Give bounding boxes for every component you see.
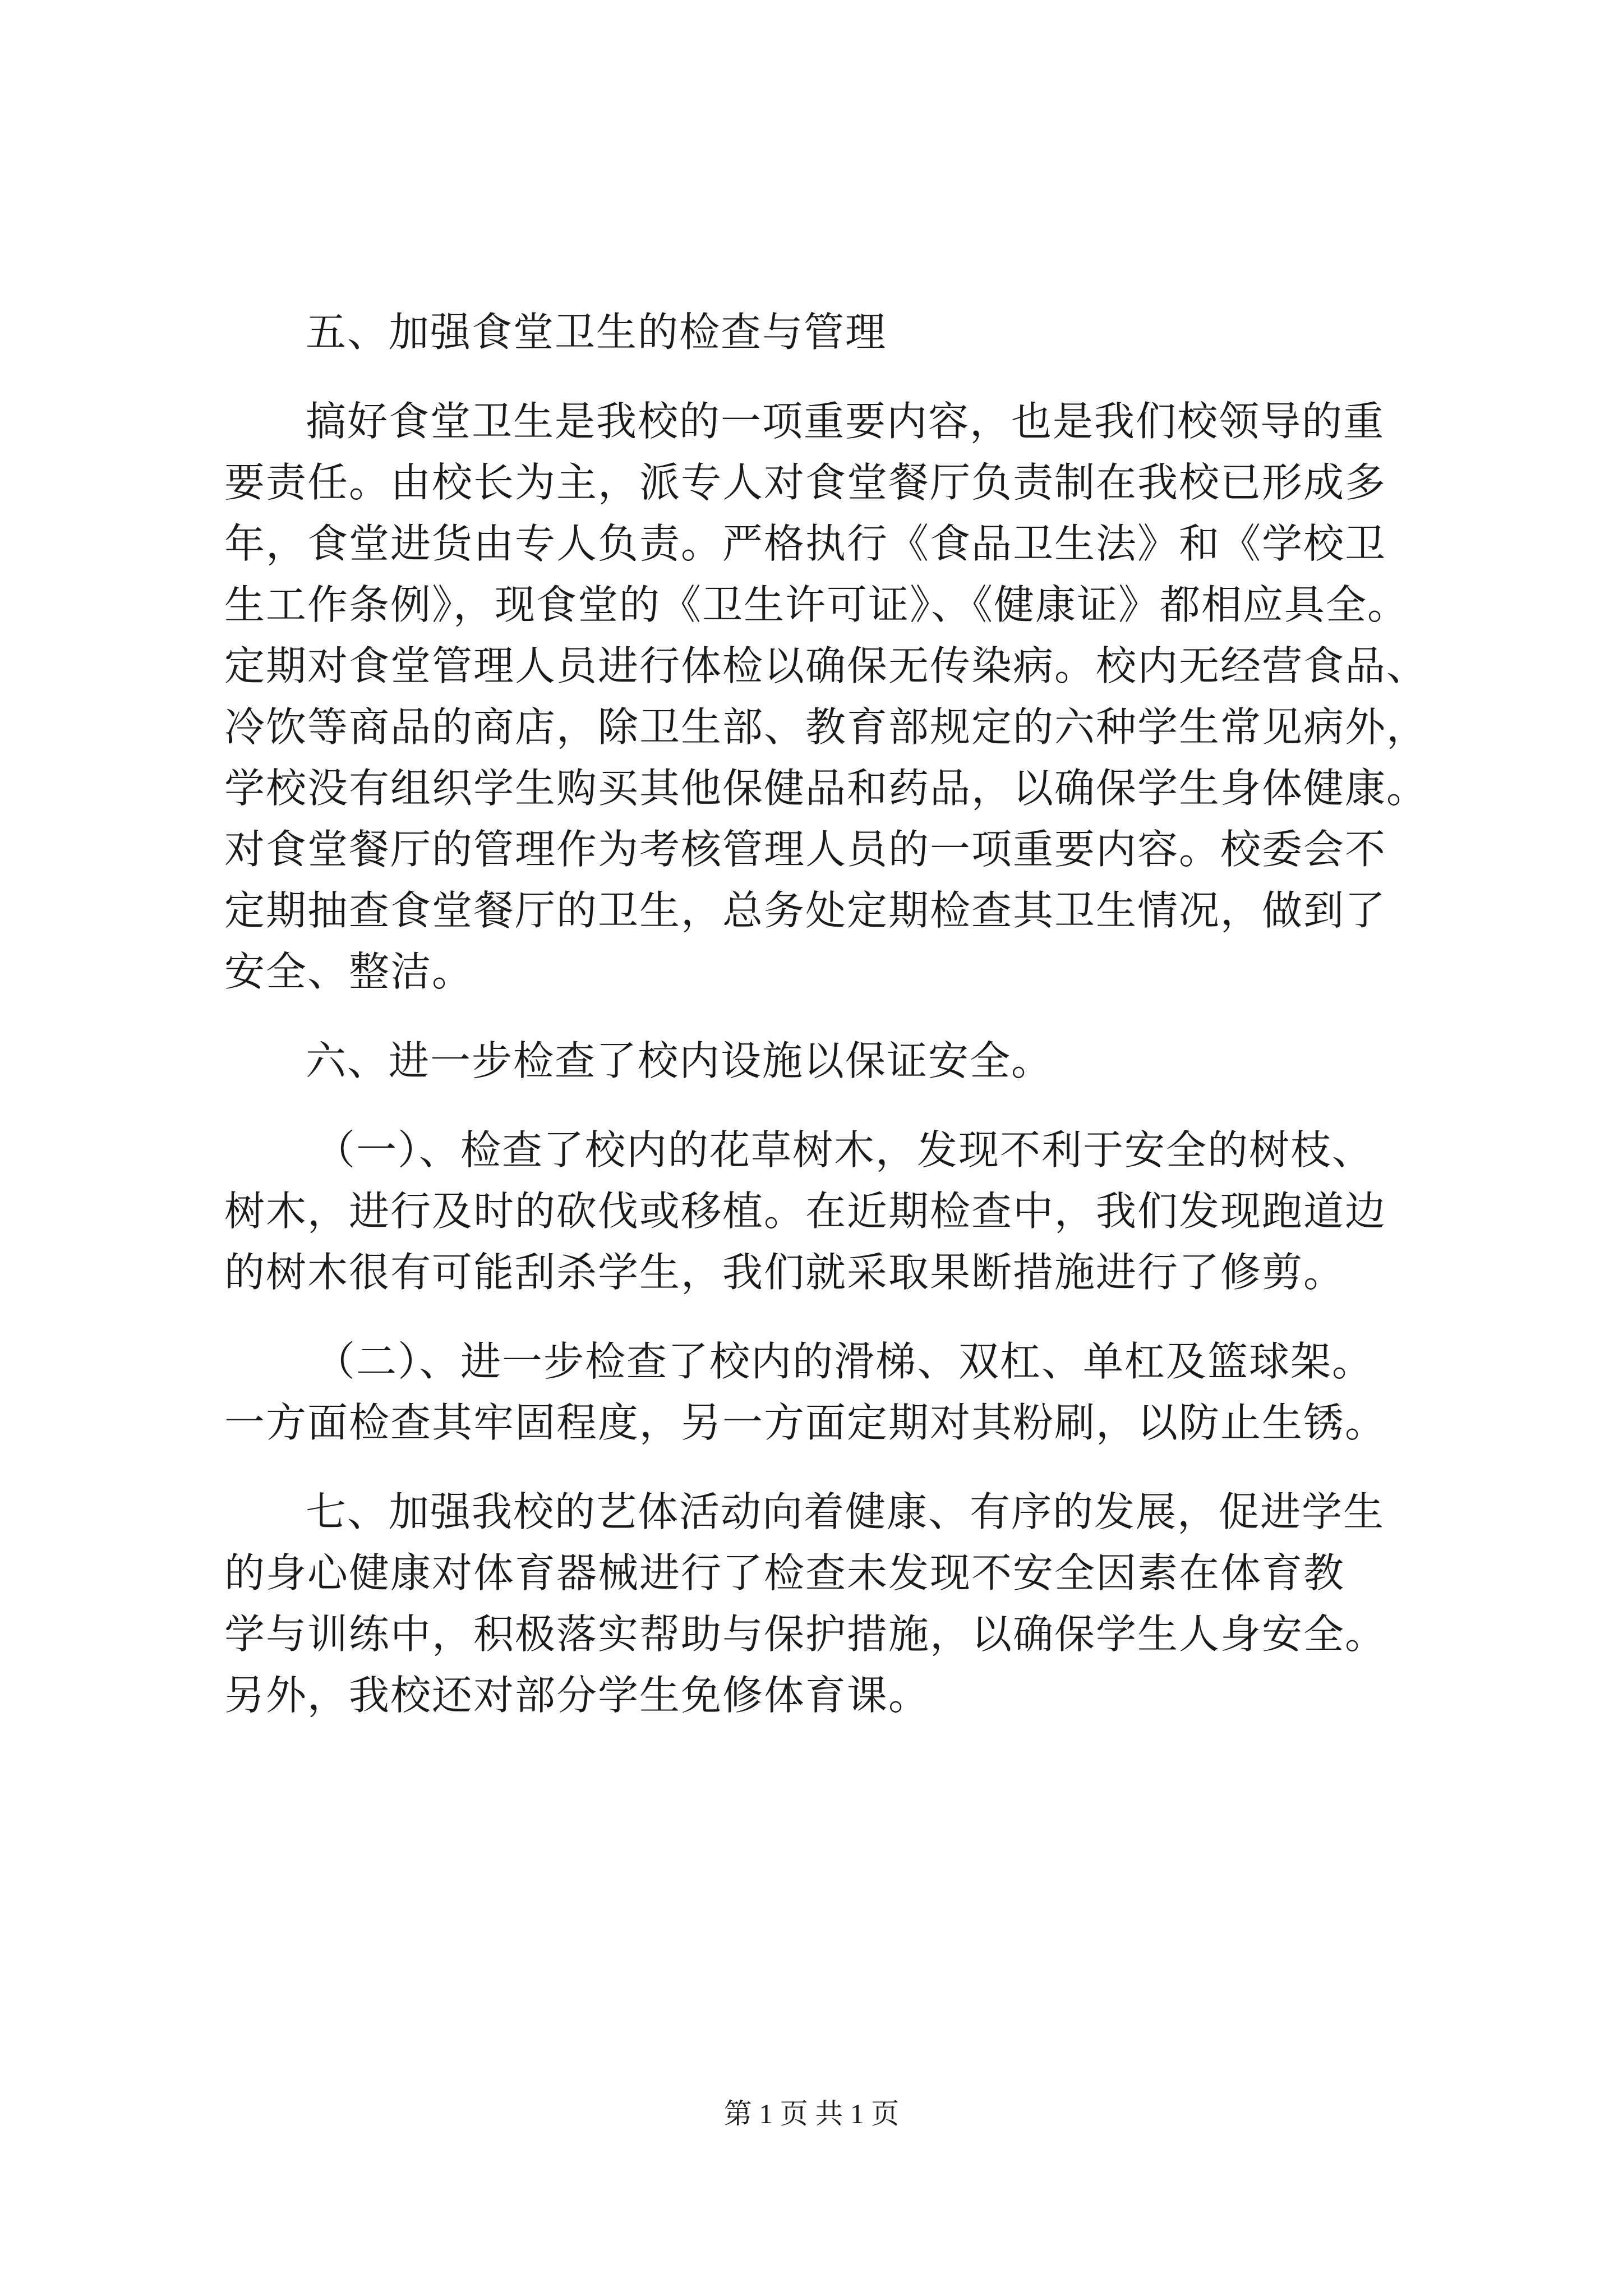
section6-item1-paragraph [224,1120,1419,1303]
section5-line-1: 搞好食堂卫生是我校的一项重要内容，也是我们校领导的重 [306,398,1385,445]
section7-line-3: 学与训练中，积极落实帮助与保护措施，以确保学生人身安全。 [224,1611,1387,1658]
page-footer [0,2097,1623,2131]
section5-heading [306,302,1419,363]
section7-line-4: 另外，我校还对部分学生免修体育课。 [224,1672,930,1719]
document-body [224,302,1428,1726]
section5-line-6: 冷饮等商品的商店，除卫生部、教育部规定的六种学生常见病外， [224,703,1428,751]
section6-item2-line-2: 一方面检查其牢固程度，另一方面定期对其粉刷，以防止生锈。 [224,1399,1387,1446]
section6-item2-line-1: （二）、进一步检查了校内的滑梯、双杠、单杠及篮球架。 [315,1338,1374,1385]
section5-line-7: 学校没有组织学生购买其他保健品和药品，以确保学生身体健康。 [224,765,1428,812]
section5-heading-text: 五、加强食堂卫生的检查与管理 [306,309,887,356]
section5-line-8: 对食堂餐厅的管理作为考核管理人员的一项重要内容。校委会不 [224,826,1387,873]
section7-line-2: 的身心健康对体育器械进行了检查未发现不安全因素在体育教 [224,1549,1345,1596]
section6-item1-line-1: （一）、检查了校内的花草树木，发现不利于安全的树枝、 [315,1126,1374,1174]
section6-item1-line-3: 的树木很有可能刮杀学生，我们就采取果断措施进行了修剪。 [224,1249,1345,1296]
section5-line-2: 要责任。由校长为主，派专人对食堂餐厅负责制在我校已形成多 [224,459,1387,506]
section6-item2-paragraph [224,1331,1419,1453]
section6-heading-text: 六、进一步检查了校内设施以保证安全。 [306,1037,1053,1084]
section6-item1-line-2: 树木，进行及时的砍伐或移植。在近期检查中，我们发现跑道边 [224,1188,1387,1235]
section6-heading [306,1030,1419,1092]
section7-line-1: 七、加强我校的艺体活动向着健康、有序的发展，促进学生 [306,1488,1385,1535]
section5-line-5: 定期对食堂管理人员进行体检以确保无传染病。校内无经营食品、 [224,642,1428,689]
page-number-text: 第 1 页 共 1 页 [723,2098,900,2129]
section5-paragraph [224,391,1428,1002]
section7-paragraph [224,1481,1419,1726]
section5-line-10: 安全、整洁。 [224,948,474,995]
section5-line-3: 年，食堂进货由专人负责。严格执行《食品卫生法》和《学校卫 [224,520,1387,567]
section5-line-4: 生工作条例》，现食堂的《卫生许可证》、《健康证》都相应具全。 [224,581,1409,628]
section5-line-9: 定期抽查食堂餐厅的卫生，总务处定期检查其卫生情况，做到了 [224,887,1387,934]
